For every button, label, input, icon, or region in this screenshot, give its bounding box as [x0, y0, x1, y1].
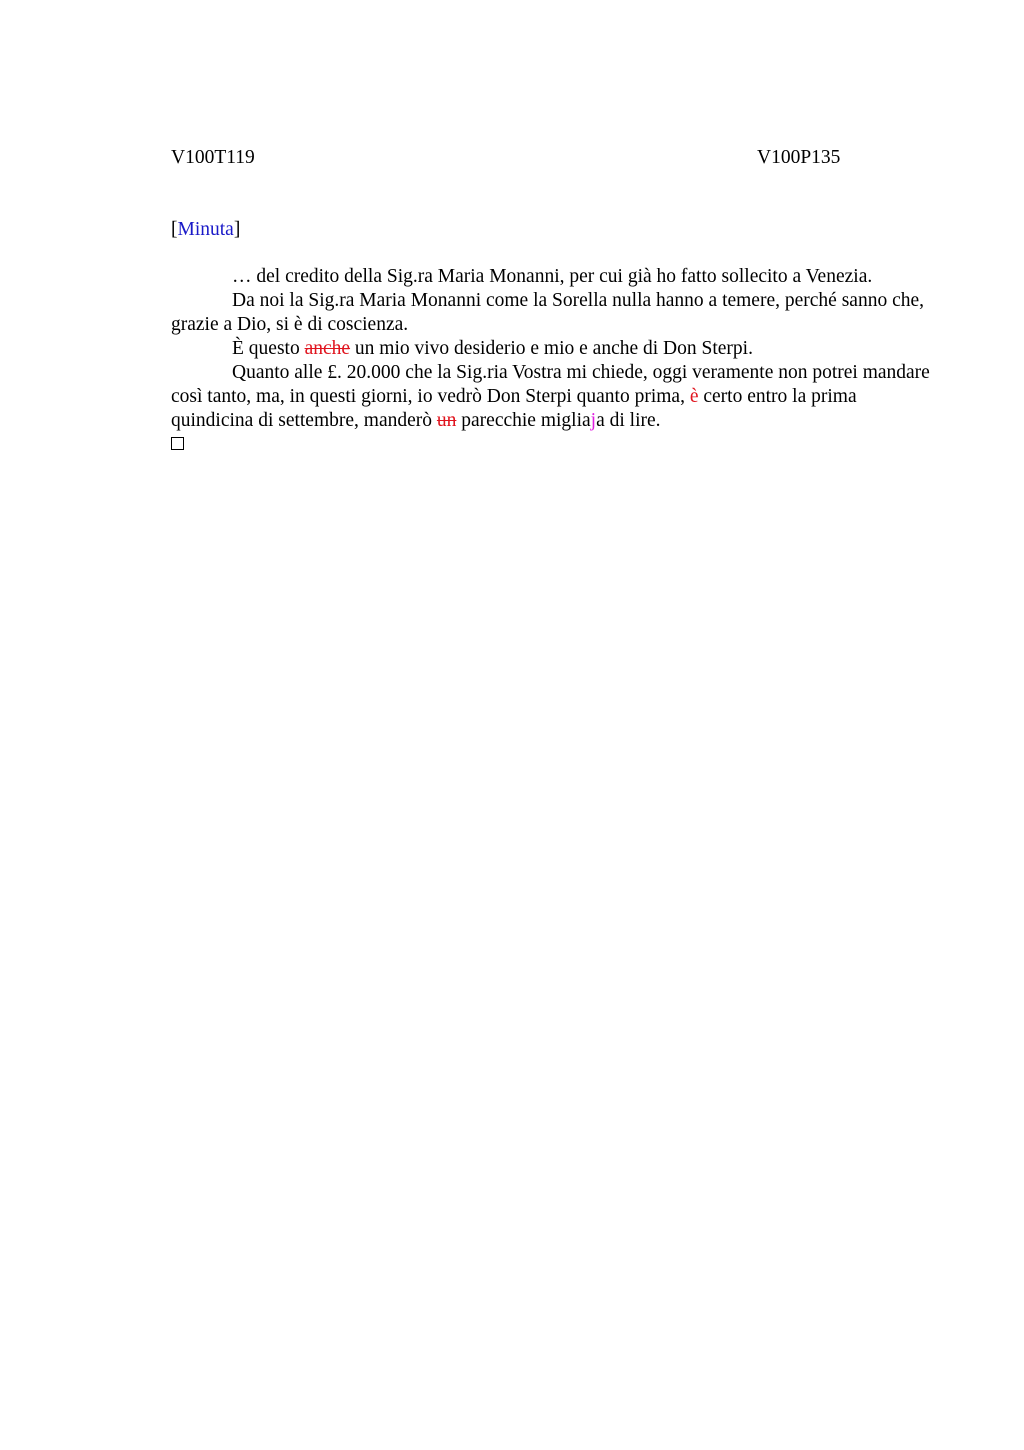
- paragraph-2: Da noi la Sig.ra Maria Monanni come la Sorella nulla hanno a temere, perché sanno che, grazie a Dio, si è di coscienza.: [171, 290, 925, 335]
- paragraph-4-part3: parecchie miglia: [456, 410, 591, 431]
- label-open-bracket: [: [171, 219, 178, 240]
- end-square-icon: [171, 437, 184, 450]
- label-text: Minuta: [177, 219, 234, 240]
- paragraph-4-part4: a di lire.: [596, 410, 661, 431]
- deleted-word-anche: anche: [304, 338, 351, 359]
- paragraph-4-part2: certo entro la prima quindicina di settembre, manderò: [171, 386, 857, 431]
- document-code-right: V100P135: [757, 147, 841, 168]
- inserted-letter-j: j: [590, 410, 597, 431]
- paragraph-4-part1: Quanto alle £. 20.000 che la Sig.ria Vostra mi chiede, oggi veramente non potrei mandare così tanto, ma, in questi giorni, io vedrò Don Sterpi quanto prima,: [171, 362, 930, 407]
- paragraph-1: … del credito della Sig.ra Maria Monanni, per cui già ho fatto sollecito a Venezia.: [232, 266, 873, 287]
- paragraph-3-before: È questo: [232, 338, 305, 359]
- paragraph-3: [171, 337, 931, 361]
- label-close-bracket: ]: [233, 219, 241, 240]
- inserted-word-e: è: [689, 386, 699, 407]
- document-body: [171, 265, 931, 457]
- document-label: [171, 218, 240, 242]
- end-marker: [171, 433, 931, 457]
- paragraph-3-after: un mio vivo desiderio e mio e anche di Don Sterpi.: [350, 338, 753, 359]
- document-code-left: V100T119: [171, 147, 255, 168]
- deleted-word-un: un: [436, 410, 457, 431]
- paragraph-4: [171, 361, 931, 433]
